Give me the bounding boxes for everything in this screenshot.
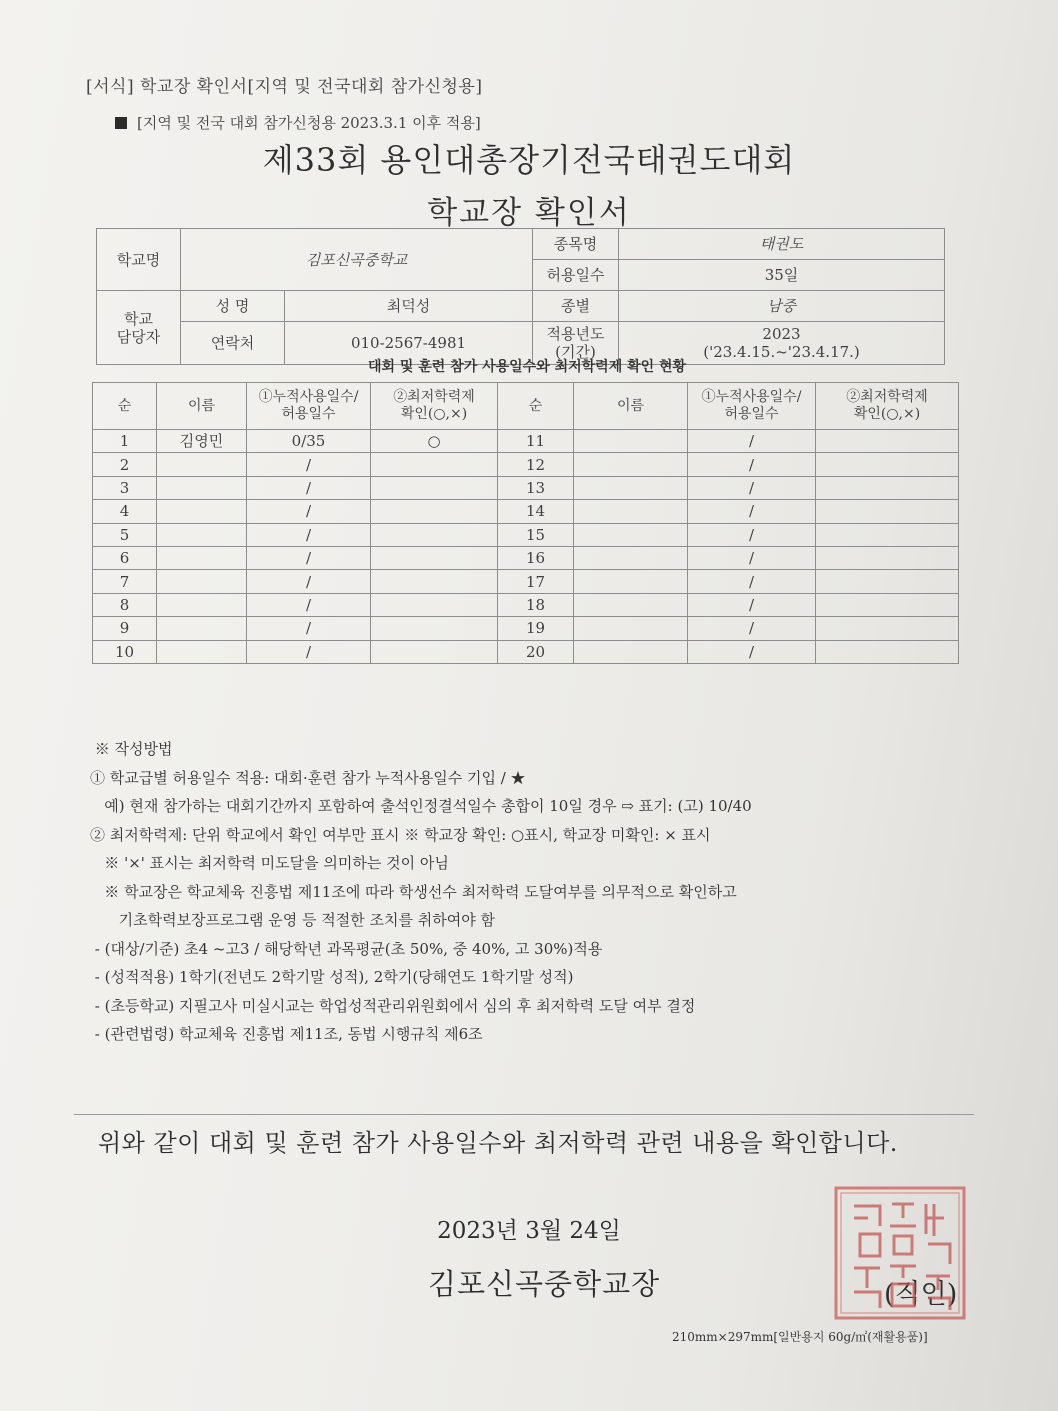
row-check	[371, 453, 498, 476]
row-days: /	[688, 546, 816, 569]
row-no: 17	[498, 570, 574, 593]
row-name: 김영민	[157, 430, 247, 453]
row-no: 8	[93, 593, 157, 616]
header-check: ②최저학력제 확인(○,×)	[816, 383, 959, 430]
row-name	[574, 593, 688, 616]
instruction-line: - (관련법령) 학교체육 진흥법 제11조, 동법 시행규칙 제6조	[90, 1025, 483, 1043]
row-days: /	[688, 523, 816, 546]
year-label: 적용년도 (기간)	[533, 322, 619, 365]
header-name: 이름	[574, 383, 688, 430]
row-no: 10	[93, 640, 157, 663]
row-days: /	[247, 476, 371, 499]
row-check	[371, 500, 498, 523]
allowed-days-value: 35일	[619, 260, 945, 291]
row-no: 6	[93, 546, 157, 569]
usage-days-table	[92, 382, 959, 664]
row-name	[574, 476, 688, 499]
row-check	[371, 640, 498, 663]
event-label: 종목명	[533, 229, 619, 260]
table-row	[93, 476, 959, 499]
row-check	[816, 570, 959, 593]
row-no: 11	[498, 430, 574, 453]
row-no: 16	[498, 546, 574, 569]
row-days: /	[247, 617, 371, 640]
instruction-line: 예) 현재 참가하는 대회기간까지 포함하여 출석인정결석일수 총합이 10일 경우 ⇨ 표기: (고) 10/40	[90, 797, 752, 815]
school-value: 김포신곡중학교	[181, 229, 533, 291]
name-value: 최덕성	[285, 291, 533, 322]
row-name	[574, 453, 688, 476]
row-name	[157, 617, 247, 640]
row-name	[157, 500, 247, 523]
row-name	[157, 546, 247, 569]
row-check	[371, 570, 498, 593]
row-check	[371, 523, 498, 546]
paper-spec: 210mm×297mm[일반용지 60g/㎡(재활용품)]	[672, 1330, 928, 1344]
manager-label: 학교 담당자	[97, 291, 181, 365]
row-check	[816, 546, 959, 569]
row-check: ○	[371, 430, 498, 453]
row-days: /	[247, 546, 371, 569]
table-row	[93, 430, 959, 453]
row-name	[574, 546, 688, 569]
table-row	[93, 570, 959, 593]
row-no: 3	[93, 476, 157, 499]
allowed-days-label: 허용일수	[533, 260, 619, 291]
row-no: 19	[498, 617, 574, 640]
row-no: 9	[93, 617, 157, 640]
row-no: 1	[93, 430, 157, 453]
instruction-line: - (초등학교) 지필고사 미실시교는 학업성적관리위원회에서 심의 후 최저학력 도달 여부 결정	[90, 996, 696, 1015]
row-no: 14	[498, 500, 574, 523]
divider	[74, 1114, 974, 1115]
header-days: ①누적사용일수/ 허용일수	[247, 383, 371, 430]
instruction-line: - (대상/기준) 초4 ~고3 / 해당학년 과목평균(초 50%, 중 40%, 고 30%)적용	[90, 939, 603, 958]
row-check	[816, 523, 959, 546]
header-days: ①누적사용일수/ 허용일수	[688, 383, 816, 430]
row-name	[574, 640, 688, 663]
row-name	[157, 453, 247, 476]
row-name	[574, 500, 688, 523]
confirmation-text: 위와 같이 대회 및 훈련 참가 사용일수와 최저학력 관련 내용을 확인합니다.	[98, 1129, 898, 1157]
principal-name: 김포신곡중학교장	[428, 1267, 661, 1301]
apply-note	[115, 112, 481, 133]
row-days: /	[247, 523, 371, 546]
header-name: 이름	[157, 383, 247, 430]
row-check	[816, 593, 959, 616]
header-no: 순	[93, 383, 157, 430]
row-name	[574, 617, 688, 640]
official-seal-stamp	[830, 1182, 970, 1324]
document-title: 제33회 용인대총장기전국태권도대회	[262, 141, 796, 179]
row-no: 13	[498, 476, 574, 499]
year-value: 2023	[762, 325, 801, 343]
row-name	[157, 523, 247, 546]
row-name	[157, 593, 247, 616]
section-title: 대회 및 훈련 참가 사용일수와 최저학력제 확인 현황	[367, 359, 687, 375]
row-days: 0/35	[247, 430, 371, 453]
row-check	[371, 593, 498, 616]
form-label: [서식] 학교장 확인서[지역 및 전국대회 참가신청용]	[86, 77, 483, 97]
row-no: 7	[93, 570, 157, 593]
header-no: 순	[498, 383, 574, 430]
row-days: /	[688, 570, 816, 593]
table-row	[93, 546, 959, 569]
category-value: 남중	[619, 291, 945, 322]
row-days: /	[688, 593, 816, 616]
seal-mark: (직인)	[884, 1279, 958, 1310]
row-days: /	[247, 453, 371, 476]
row-no: 5	[93, 523, 157, 546]
row-name	[157, 570, 247, 593]
table-row	[93, 617, 959, 640]
row-name	[157, 640, 247, 663]
period-value: ('23.4.15.~'23.4.17.)	[703, 343, 860, 361]
row-check	[816, 476, 959, 499]
name-label: 성 명	[181, 291, 285, 322]
row-check	[371, 476, 498, 499]
table-row	[93, 523, 959, 546]
instruction-line: - (성적적용) 1학기(전년도 2학기말 성적), 2학기(당해연도 1학기말 성적)	[90, 968, 574, 986]
row-check	[816, 500, 959, 523]
table-row	[93, 640, 959, 663]
header-check: ②최저학력제 확인(○,×)	[371, 383, 498, 430]
instruction-line: ※ 작성방법	[90, 740, 173, 758]
square-bullet-icon	[115, 117, 127, 129]
row-check	[816, 430, 959, 453]
issue-date: 2023년 3월 24일	[437, 1218, 621, 1244]
instruction-line: 기초학력보장프로그램 운영 등 적절한 조치를 취하여야 함	[90, 911, 495, 929]
usage-days-body	[93, 430, 959, 664]
event-value: 태권도	[619, 229, 945, 260]
row-no: 18	[498, 593, 574, 616]
row-days: /	[688, 617, 816, 640]
row-check	[371, 546, 498, 569]
contact-label: 연락처	[181, 322, 285, 365]
row-no: 2	[93, 453, 157, 476]
row-days: /	[688, 640, 816, 663]
instruction-line: ② 최저학력제: 단위 학교에서 확인 여부만 표시 ※ 학교장 확인: ○표시, 학교장 미확인: × 표시	[90, 825, 711, 844]
row-days: /	[688, 500, 816, 523]
row-days: /	[688, 430, 816, 453]
row-check	[816, 640, 959, 663]
row-days: /	[247, 593, 371, 616]
row-no: 15	[498, 523, 574, 546]
category-label: 종별	[533, 291, 619, 322]
row-name	[574, 570, 688, 593]
info-table	[96, 228, 945, 365]
row-days: /	[247, 570, 371, 593]
instruction-line: ① 학교급별 허용일수 적용: 대회·훈련 참가 누적사용일수 기입 / ★	[90, 768, 526, 787]
row-name	[157, 476, 247, 499]
table-row	[93, 593, 959, 616]
row-days: /	[688, 453, 816, 476]
instruction-line: ※ 학교장은 학교체육 진흥법 제11조에 따라 학생선수 최저학력 도달여부를 의무적으로 확인하고	[90, 882, 737, 901]
row-check	[816, 617, 959, 640]
row-name	[574, 523, 688, 546]
row-days: /	[688, 476, 816, 499]
table-row	[93, 453, 959, 476]
row-name	[574, 430, 688, 453]
document-subtitle: 학교장 확인서	[427, 195, 631, 231]
row-no: 4	[93, 500, 157, 523]
row-check	[371, 617, 498, 640]
table-row	[93, 500, 959, 523]
row-days: /	[247, 500, 371, 523]
contact-value: 010-2567-4981	[285, 322, 533, 365]
instruction-line: ※ '×' 표시는 최저학력 미도달을 의미하는 것이 아님	[90, 854, 449, 872]
writing-instructions	[90, 735, 752, 1049]
row-no: 12	[498, 453, 574, 476]
row-check	[816, 453, 959, 476]
row-days: /	[247, 640, 371, 663]
school-label: 학교명	[97, 229, 181, 291]
apply-note-text: [지역 및 전국 대회 참가신청용 2023.3.1 이후 적용]	[137, 114, 481, 132]
row-no: 20	[498, 640, 574, 663]
